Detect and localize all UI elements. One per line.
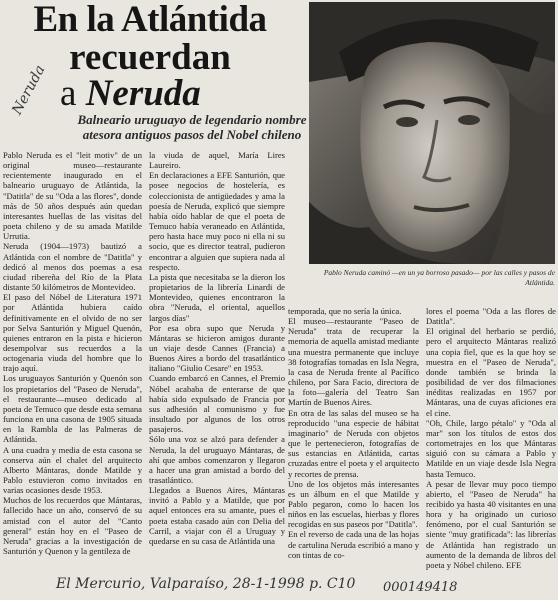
portrait-image	[309, 2, 555, 264]
subheadline: Balneario uruguayo de legendario nombre atesora antiguos pasos del Nobel chileno	[77, 112, 307, 142]
handwritten-source-note: El Mercurio, Valparaíso, 28-1-1998 p. C10	[56, 576, 356, 592]
headline-word-a: a	[60, 73, 86, 114]
headline-word-neruda: Neruda	[85, 73, 201, 114]
archive-stamp-number: 000149418	[383, 580, 458, 595]
article-column-4: lores el poema "Oda a las flores de Datitla". El original del herbario se perdió, pero el arquitecto Mántaras realizó una copia fiel, que es la que hoy se muestra en el "Paseo de Neruda", donde también se brinda la posibilidad de ver dos filmaciones inéditas realizadas en 1957 por Mántaras, una de cuyas aficiones era el cine. "Oh, Chile, largo pétalo" y "Oda al mar" son los títulos de estos dos cortometrajes en los que Mántaras siguió con su cámara a Pablo y Matilde en un viaje desde Isla Negra hasta Temuco. A pesar de llevar muy poco tiempo abierto, el "Paseo de Neruda" ha recibido ya hasta 40 visitantes en una hora y ha originado un curioso fenómeno, por el cual Santurión se siente "muy gratificada": las librerías de Atlántida han registrado un aumento de la demanda de libros del poeta y Nóbel chileno. EFE	[426, 306, 556, 570]
handwritten-margin-note: Neruda	[9, 62, 49, 118]
headline-line-3	[60, 74, 300, 114]
headline-line-1: En la Atlántida	[33, 0, 267, 40]
article-column-2: la viuda de aquel, María Lires Laureiro. En declaraciones a EFE Santurión, que posee negocios de hostelería, es coleccionista de antigüedades y ama la poesía de Neruda, explicó que siempre había oído hablar de que el poeta de Temuco había veraneado en Atlántida, pero hasta hace muy poco ni ella ni su socio, que es director teatral, pudieron encontrar a alguien que supiera nada al respecto. La pista que necesitaba se la dieron los propietarios de la librería Linardi de Montevideo, quienes encontraron la obra "Neruda, el oriental, aquellos largos días" Por esa obra supo que Neruda y Mántaras se hicieron amigos durante un viaje desde Cannes (Francia) a Buenos Aires a bordo del trasatlántico italiano "Giulio Cesare" en 1953. Cuando embarcó en Cannes, el Premio Nóbel acababa de enterarse de que había sido expulsado de Francia por sus adhesión al comunismo y fue insultado por algunos de los otros pasajeros. Sólo una voz se alzó para defender a Neruda, la del uruguayo Mántaras, de ahí que ambos comenzaron y llegaron a hacer una gran amistad a bordo del trasatlántico. Llegados a Buenos Aires, Mántaras invitó a Pablo y a Matilde, que por aquel entonces era su amante, pues el poeta estaba casado aún con Delia del Carril, a viajar con él a Uruguay y quedarse en su casa de Atlántida una	[149, 150, 285, 546]
article-column-1: Pablo Neruda es el "leit motiv" de un original museo—restaurante recientemente inaugurado en el balneario uruguayo de Atlántida, la "Datitla" de su "Oda a las flores", donde más de 50 años después aún quedan interesantes huellas de las visitas del poeta chileno y de su amada Matilde Urrutia. Neruda (1904—1973) bautizó a Atlántida con el nombre de "Datitla" y dedicó al menos dos poemas a esa ciudad ribereña del Río de la Plata distante 50 kilómetros de Montevideo. El paso del Nóbel de Literatura 1971 por Atlántida hubiera caído definitivamente en el olvido de no ser por Selva Santurión y Miguel Quenón, quienes entraron en la pista e hicieron desempolvar sus recuerdos a la octogenaria viuda del hombre que lo trajo aquí. Los uruguayos Santurión y Quenón son los propietarios del "Paseo de Neruda", el restaurante—museo dedicado al poeta de Temuco que desde esta semana funciona en una casona de 1905 situada en la Rambla de las Palmeras de Atlántida. A una cuadra y media de esta casona se conserva aún el chalet del arquitecto Alberto Mántaras, donde Matilde y Pablo estuvieron como invitados en varias ocasiones desde 1953. Muchos de los recuerdos que Mántaras, fallecido hace un año, conservó de su amistad con el autor del "Canto general" están hoy en el "Paseo de Neruda" gracias a la investigación de Santurión y Quenon y la gentileza de	[3, 150, 142, 557]
photo-caption: Pablo Neruda caminó —en un ya borroso pasado— por las calles y pasos de Atlántida.	[323, 268, 555, 287]
article-column-3: temporada, que no sería la única. El museo—restaurante "Paseo de Neruda" trata de recuperar la memoria de aquella amistad mediante una muestra permanente que incluye 38 fotografías tomadas en Isla Negra, la casa de Neruda frente al Pacífico chileno, por Sara Facio, directora de la foto—galería del Teatro San Martín de Buenos Aires. En otra de las salas del museo se ha reproducido "una especie de hábitat imaginario" de Neruda con objetos que le pertenecieron, fotografías de sus estancias en Atlántida, cartas cruzadas entre el poeta y el arquitecto y recortes de prensa. Uno de los objetos más interesantes es un álbum en el que Matilde y Pablo pegaron, como lo hacen los niños en las escuelas, hierbas y flores recogidas en sus paseos por "Datitla". En el reverso de cada una de las hojas de cartulina Neruda escribió a mano y con tintas de co-	[288, 306, 419, 560]
neruda-portrait-photo	[309, 2, 555, 264]
headline-line-2: recuerdan	[69, 37, 231, 78]
